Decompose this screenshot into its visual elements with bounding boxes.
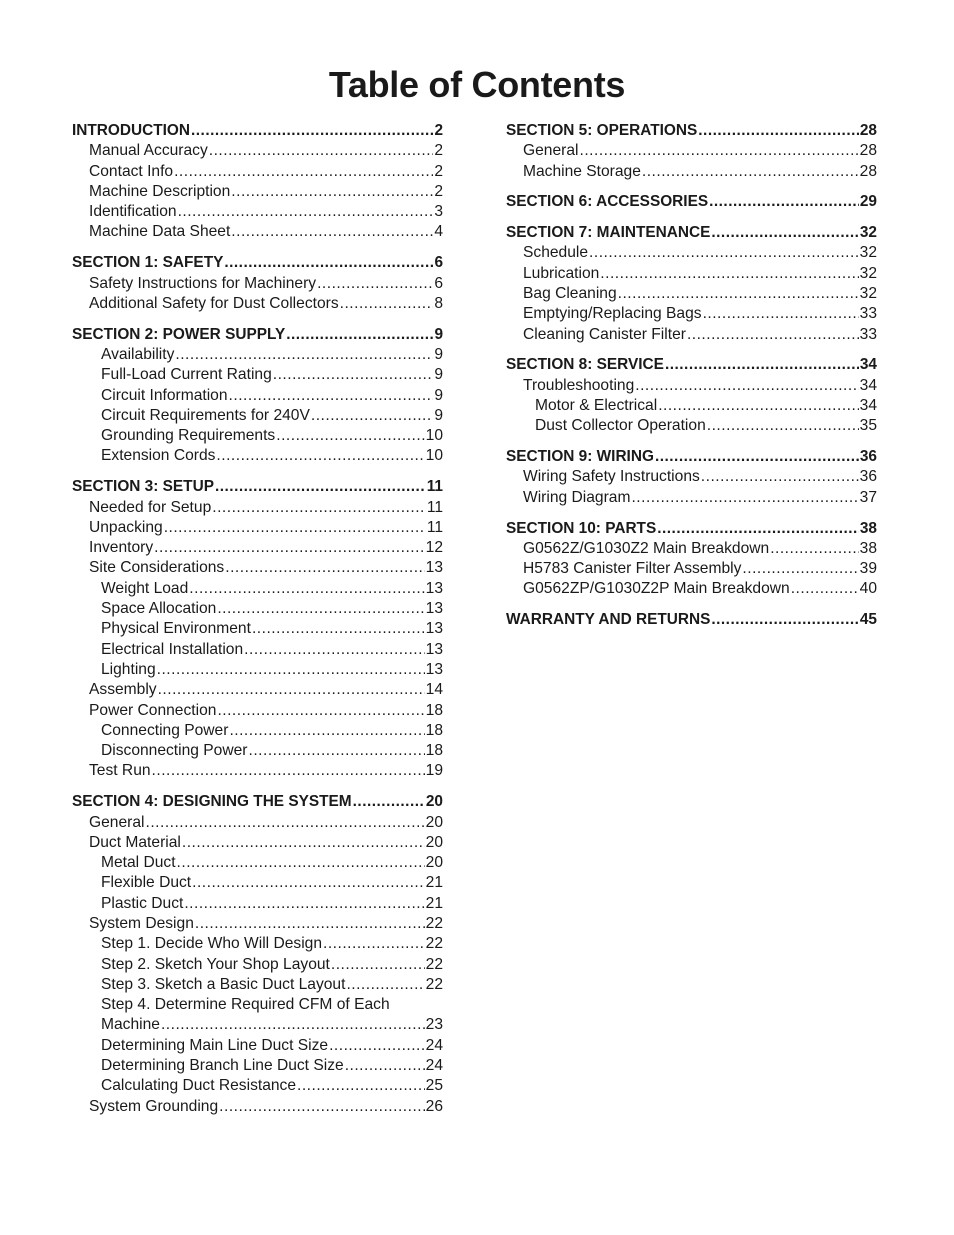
dot-leader [329,1037,425,1055]
toc-entry[interactable] [72,1016,443,1036]
toc-page-number: 9 [434,345,443,363]
toc-entry-title: Lubrication [523,264,600,282]
toc-section [506,193,877,213]
toc-entry[interactable] [506,560,877,580]
toc-page-number: 2 [434,142,443,160]
dot-leader [154,539,424,557]
toc-entry-title: General [89,813,145,831]
dot-leader [158,681,425,699]
dot-leader [687,326,859,344]
dot-leader [192,874,425,892]
toc-entry[interactable] [72,1057,443,1077]
toc-entry[interactable] [72,874,443,894]
toc-page-number: 10 [425,447,443,465]
dot-leader [244,641,424,659]
toc-entry-title: Troubleshooting [523,376,635,394]
dot-leader [164,519,426,537]
toc-entry[interactable] [72,1077,443,1097]
toc-entry[interactable] [72,702,443,722]
toc-section-heading[interactable] [72,478,443,498]
toc-entry-title: SECTION 3: SETUP [72,478,214,496]
toc-entry-title: Circuit Requirements for 240V [101,406,310,424]
toc-entry[interactable] [506,580,877,600]
dot-leader [353,793,425,811]
dot-leader [657,520,859,538]
dot-leader [217,702,424,720]
toc-entry-title: Dust Collector Operation [535,417,706,435]
dot-leader [311,407,433,425]
toc-entry-title: Wiring Diagram [523,488,631,506]
toc-entry-title: Inventory [89,539,154,557]
toc-entry[interactable] [72,762,443,782]
toc-section [506,122,877,183]
toc-section-heading[interactable] [506,193,877,213]
toc-entry[interactable] [72,641,443,661]
toc-entry-title: Contact Info [89,162,174,180]
toc-page-number: 2 [434,122,443,139]
toc-entry[interactable] [506,489,877,509]
toc-entry-title: Circuit Information [101,386,228,404]
toc-entry[interactable] [72,915,443,935]
toc-entry[interactable] [72,742,443,762]
toc-entry[interactable] [506,326,877,346]
toc-entry[interactable] [72,681,443,701]
toc-entry-title: Connecting Power [101,721,229,739]
toc-entry[interactable] [72,1037,443,1057]
toc-entry-title: SECTION 9: WIRING [506,448,654,466]
toc-section [506,520,877,601]
dot-leader [178,203,434,221]
toc-entry[interactable] [72,183,443,203]
toc-entry[interactable] [72,295,443,315]
toc-entry-title: Lighting [101,660,156,678]
toc-page-number: 39 [859,560,877,578]
toc-entry[interactable] [72,895,443,915]
dot-leader [589,244,859,262]
dot-leader [618,285,859,303]
toc-entry-title: Motor & Electrical [535,397,658,415]
dot-leader [224,254,433,272]
toc-page-number: 36 [859,468,877,486]
dot-leader [346,976,424,994]
toc-page-number: 22 [425,955,443,973]
toc-page-number: 18 [425,721,443,739]
dot-leader [742,560,858,578]
dot-leader [345,1057,425,1075]
dot-leader [711,611,859,629]
dot-leader [161,1016,425,1034]
toc-page-number: 9 [434,406,443,424]
toc-entry-title: WARRANTY AND RETURNS [506,611,711,629]
toc-section [506,611,877,631]
toc-page-number: 11 [426,478,443,496]
toc-entry-title: Needed for Setup [89,498,212,516]
dot-leader [791,580,859,598]
toc-entry-title: Weight Load [101,579,189,597]
toc-entry[interactable] [506,377,877,397]
toc-page-number: 24 [425,1036,443,1054]
toc-page-number: 21 [425,894,443,912]
toc-page-number: 28 [859,122,877,139]
dot-leader [209,142,434,160]
dot-leader [331,956,425,974]
dot-leader [642,163,859,181]
toc-page-number: 3 [434,203,443,221]
toc-entry[interactable] [72,499,443,519]
toc-page-number: 32 [859,285,877,303]
toc-page-number: 13 [425,600,443,618]
toc-entry-title: Site Considerations [89,559,225,577]
dot-leader [323,935,425,953]
toc-entry-title: Test Run [89,762,151,780]
toc-page-number: 22 [425,914,443,932]
toc-page-number: 34 [859,356,877,374]
toc-entry[interactable] [72,580,443,600]
toc-entry-title: SECTION 5: OPERATIONS [506,122,698,139]
toc-section [72,122,443,244]
toc-entry-title: Schedule [523,244,589,262]
toc-entry-title: Machine Data Sheet [89,223,231,241]
toc-entry[interactable] [72,722,443,742]
toc-entry-title: Additional Safety for Dust Collectors [89,294,339,312]
dot-leader [248,742,424,760]
toc-entry[interactable] [72,275,443,295]
toc-entry[interactable] [72,976,443,996]
toc-entry[interactable] [506,397,877,417]
toc-page-number: 13 [425,559,443,577]
toc-page-number: 33 [859,325,877,343]
toc-page-number: 10 [425,427,443,445]
toc-page-number: 20 [425,813,443,831]
toc-page-number: 11 [426,518,443,536]
toc-page-number: 9 [434,366,443,384]
dot-leader [658,397,858,415]
toc-page-number: 32 [859,264,877,282]
toc-entry-title: G0562ZP/G1030Z2P Main Breakdown [523,580,790,598]
toc-entry[interactable] [72,407,443,427]
dot-leader [286,326,433,344]
toc-section-heading[interactable] [506,122,877,142]
toc-page-number: 32 [859,244,877,262]
toc-page-number: 28 [859,142,877,160]
toc-page-number: 13 [425,640,443,658]
toc-page-number: 6 [434,274,443,292]
toc-entry[interactable] [72,203,443,223]
dot-leader [276,427,424,445]
dot-leader [655,448,859,466]
dot-leader [216,447,424,465]
toc-entry-title: Assembly [89,681,157,699]
toc-entry-title: General [523,142,579,160]
toc-entry-title: SECTION 6: ACCESSORIES [506,193,709,211]
toc-page-number: 13 [425,620,443,638]
toc-section [72,478,443,782]
toc-page-number: 24 [425,1057,443,1075]
toc-entry-title: Machine Description [89,182,231,200]
toc-section-heading[interactable] [72,326,443,346]
toc-entry[interactable] [506,285,877,305]
toc-page-number: 37 [859,488,877,506]
toc-section [506,448,877,509]
toc-entry-title: Emptying/Replacing Bags [523,305,702,323]
toc-entry-title: Disconnecting Power [101,742,248,760]
dot-leader [174,163,433,181]
toc-entry-title: Identification [89,203,177,221]
dot-leader [229,722,424,740]
toc-section [72,793,443,1118]
toc-page-number: 32 [859,224,877,242]
toc-section-heading[interactable] [72,122,443,142]
toc-entry-title: Calculating Duct Resistance [101,1077,297,1095]
toc-page-number: 13 [425,579,443,597]
toc-page-number: 28 [859,162,877,180]
toc-entry[interactable] [72,142,443,162]
dot-leader [177,854,425,872]
toc-entry[interactable] [506,540,877,560]
dot-leader [175,346,433,364]
toc-entry[interactable] [506,417,877,437]
dot-leader [703,305,859,323]
dot-leader [711,224,859,242]
toc-entry-title: INTRODUCTION [72,122,190,139]
toc-page-number: 33 [859,305,877,323]
toc-page-number: 40 [859,580,877,598]
toc-entry-title: Electrical Installation [101,640,244,658]
toc-entry-title: G0562Z/G1030Z2 Main Breakdown [523,539,770,557]
dot-leader [195,915,425,933]
dot-leader [215,478,426,496]
toc-entry[interactable] [72,447,443,467]
toc-page-number: 34 [859,376,877,394]
toc-entry-title: H5783 Canister Filter Assembly [523,560,742,578]
toc-entry-title: Determining Main Line Duct Size [101,1036,329,1054]
toc-page-number: 22 [425,935,443,953]
dot-leader [184,895,424,913]
toc-section [72,254,443,315]
toc-entry[interactable] [72,996,443,1016]
toc-page-number: 38 [859,539,877,557]
toc-entry-title: Plastic Duct [101,894,184,912]
toc-section [72,326,443,468]
dot-leader [157,661,425,679]
toc-section [506,224,877,346]
toc-page-number: 9 [434,325,443,343]
toc-entry-title: SECTION 2: POWER SUPPLY [72,325,286,343]
toc-entry-title: SECTION 8: SERVICE [506,356,664,374]
toc-page-number: 35 [859,417,877,435]
toc-section-heading[interactable] [506,356,877,376]
toc-page-number: 11 [426,498,443,516]
toc-page-number: 20 [425,833,443,851]
toc-entry[interactable] [506,305,877,325]
dot-leader [229,387,434,405]
toc-entry[interactable] [72,387,443,407]
toc-entry-title: Cleaning Canister Filter [523,325,686,343]
toc-page-number: 21 [425,874,443,892]
toc-page-number: 19 [425,762,443,780]
toc-left-column [72,122,443,1128]
toc-entry[interactable] [72,661,443,681]
dot-leader [182,834,425,852]
dot-leader [212,499,426,517]
toc-page-number: 34 [859,397,877,415]
toc-page-number: 14 [425,681,443,699]
dot-leader [252,620,425,638]
toc-entry[interactable] [72,539,443,559]
toc-entry-title: SECTION 10: PARTS [506,519,657,537]
toc-entry-title: Space Allocation [101,600,217,618]
toc-entry-title: Wiring Safety Instructions [523,468,700,486]
dot-leader [707,417,859,435]
toc-entry-title: Step 1. Decide Who Will Design [101,935,323,953]
dot-leader [635,377,858,395]
toc-entry-title: SECTION 1: SAFETY [72,254,224,272]
toc-entry-title: Full-Load Current Rating [101,366,272,384]
toc-entry[interactable] [72,519,443,539]
toc-entry[interactable] [72,366,443,386]
dot-leader [191,122,433,140]
toc-entry[interactable] [506,163,877,183]
toc-page-number: 2 [434,162,443,180]
toc-entry[interactable] [506,244,877,264]
dot-leader [152,762,425,780]
toc-entry-title: Power Connection [89,701,217,719]
toc-entry[interactable] [72,223,443,243]
dot-leader [145,814,424,832]
dot-leader [225,559,424,577]
dot-leader [709,193,859,211]
toc-entry-title: Machine Storage [523,162,641,180]
toc-page-number: 4 [434,223,443,241]
toc-entry-title: Physical Environment [101,620,251,638]
toc-entry-title: Safety Instructions for Machinery [89,274,317,292]
toc-page-number: 20 [425,793,443,811]
toc-page-number: 18 [425,742,443,760]
toc-page-number: 8 [434,294,443,312]
dot-leader [579,142,858,160]
toc-page-number: 2 [434,182,443,200]
toc-page-number: 38 [859,519,877,537]
dot-leader [340,295,434,313]
dot-leader [231,183,433,201]
dot-leader [631,489,858,507]
toc-entry[interactable] [72,163,443,183]
dot-leader [665,356,859,374]
toc-section-heading[interactable] [72,254,443,274]
toc-entry[interactable] [72,1098,443,1118]
dot-leader [600,265,858,283]
toc-entry[interactable] [72,834,443,854]
toc-page-number: 6 [434,254,443,272]
toc-entry-title: Step 3. Sketch a Basic Duct Layout [101,975,346,993]
toc-entry-title: Bag Cleaning [523,285,617,303]
toc-entry[interactable] [72,620,443,640]
toc-entry[interactable] [72,427,443,447]
dot-leader [189,580,424,598]
toc-entry-title: Availability [101,345,175,363]
toc-entry-title: Step 2. Sketch Your Shop Layout [101,955,330,973]
toc-entry[interactable] [72,935,443,955]
toc-section-heading[interactable] [506,520,877,540]
toc-page-number: 20 [425,854,443,872]
toc-entry-title: SECTION 4: DESIGNING THE SYSTEM [72,793,352,811]
dot-leader [770,540,858,558]
toc-section-heading[interactable] [506,224,877,244]
dot-leader [217,600,424,618]
toc-entry-title: Step 4. Determine Required CFM of Each [101,996,390,1014]
dot-leader [219,1098,424,1116]
toc-entry[interactable] [72,346,443,366]
toc-page-number: 26 [425,1097,443,1115]
toc-entry[interactable] [72,956,443,976]
dot-leader [317,275,433,293]
toc-entry-title: Determining Branch Line Duct Size [101,1057,344,1075]
toc-entry[interactable] [506,142,877,162]
toc-right-column [506,122,877,642]
toc-page-number: 12 [425,539,443,557]
toc-page-number: 25 [425,1077,443,1095]
toc-page-number: 13 [425,660,443,678]
toc-section-heading[interactable] [506,611,877,631]
toc-page-number: 22 [425,975,443,993]
toc-entry-title: System Design [89,914,194,932]
toc-page-number: 9 [434,386,443,404]
dot-leader [701,468,859,486]
toc-entry-title: Metal Duct [101,854,176,872]
toc-entry[interactable] [72,559,443,579]
toc-entry-title: Grounding Requirements [101,427,276,445]
dot-leader [273,366,434,384]
toc-page-number: 36 [859,448,877,466]
toc-entry-title: SECTION 7: MAINTENANCE [506,224,711,242]
toc-entry-title: Unpacking [89,518,163,536]
toc-page-number: 45 [859,611,877,629]
toc-entry[interactable] [72,854,443,874]
dot-leader [231,223,433,241]
dot-leader [698,122,859,140]
toc-entry[interactable] [72,814,443,834]
toc-entry[interactable] [506,265,877,285]
toc-page-number: 23 [425,1016,443,1034]
toc-entry[interactable] [72,600,443,620]
toc-section [506,356,877,437]
toc-entry-title: Flexible Duct [101,874,192,892]
toc-entry-title: Duct Material [89,833,181,851]
toc-section-heading[interactable] [506,448,877,468]
toc-entry-title: Extension Cords [101,447,216,465]
toc-entry[interactable] [506,468,877,488]
toc-page-number: 29 [859,193,877,211]
toc-entry-title: Manual Accuracy [89,142,208,160]
toc-entry-title: System Grounding [89,1097,219,1115]
toc-entry-title: Machine [101,1016,160,1034]
dot-leader [297,1077,425,1095]
toc-page-number: 18 [425,701,443,719]
page-title: Table of Contents [328,64,626,105]
toc-section-heading[interactable] [72,793,443,813]
